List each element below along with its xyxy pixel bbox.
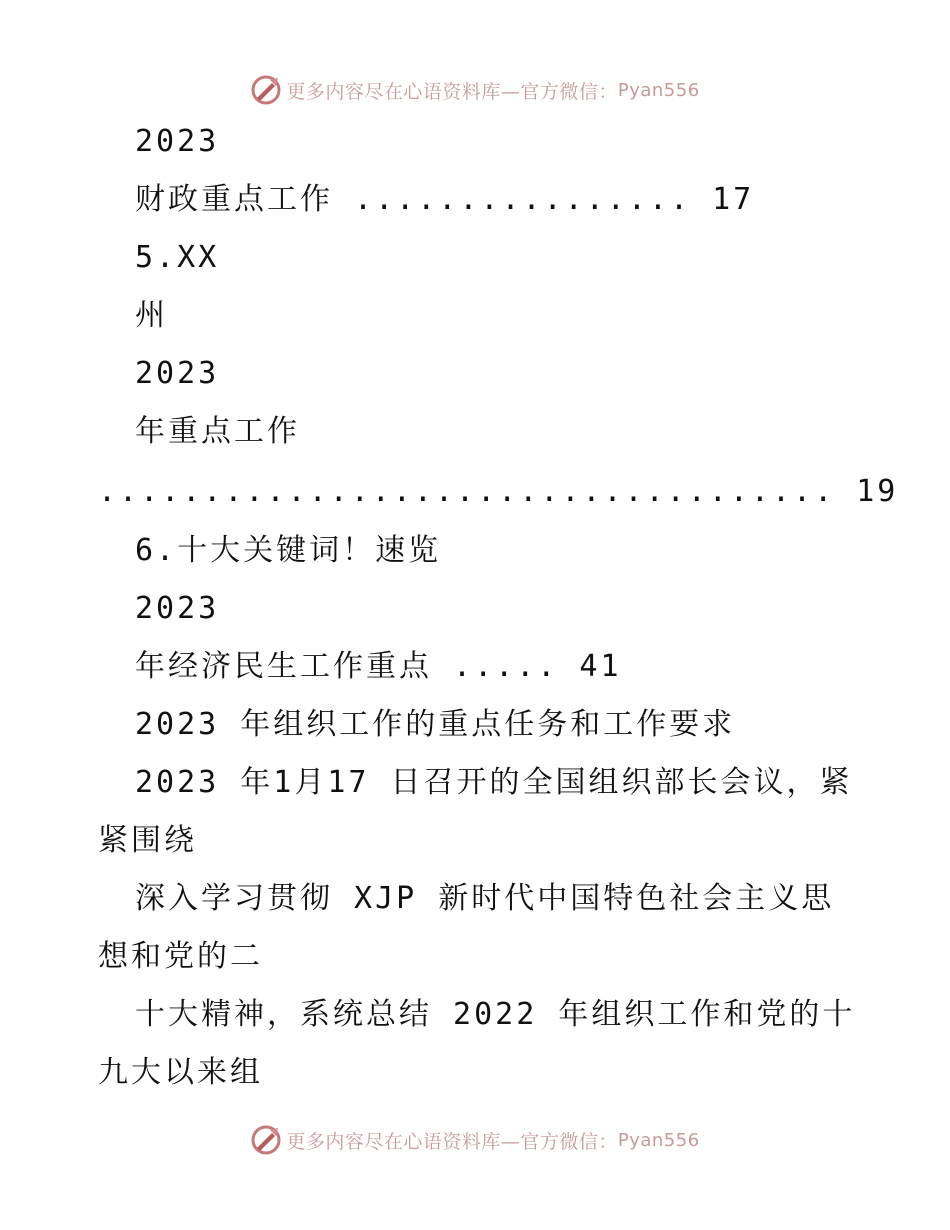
- text-line: 十大精神，系统总结 2022 年组织工作和党的十: [135, 997, 856, 1032]
- quill-logo-icon: [250, 74, 282, 106]
- text-line: 2023: [135, 591, 220, 626]
- text-line: 想和党的二: [98, 939, 263, 974]
- text-line: 2023: [135, 124, 220, 159]
- text-line: 紧围绕: [98, 823, 197, 858]
- section-heading: 2023 年组织工作的重点任务和工作要求: [135, 707, 736, 742]
- text-line: 2023 年1月17 日召开的全国组织部长会议，紧: [135, 765, 853, 800]
- watermark-handle: Pyan556: [617, 1129, 700, 1151]
- watermark-text: 更多内容尽在心语资料库—官方微信：: [286, 80, 618, 103]
- text-line: 州: [135, 298, 168, 333]
- text-line: 九大以来组: [98, 1055, 263, 1090]
- header-watermark: [0, 70, 950, 110]
- watermark-handle: Pyan556: [617, 79, 700, 101]
- toc-entry: 财政重点工作 ................ 17: [135, 182, 755, 217]
- text-line: 6.十大关键词！速览: [135, 533, 442, 568]
- text-line: 深入学习贯彻 XJP 新时代中国特色社会主义思: [135, 881, 835, 916]
- watermark-text: 更多内容尽在心语资料库—官方微信：: [286, 1130, 618, 1153]
- text-line: 年重点工作: [135, 414, 300, 449]
- text-line: 5.XX: [135, 240, 220, 275]
- text-line: 2023: [135, 356, 220, 391]
- toc-entry: 年经济民生工作重点 ..... 41: [135, 649, 622, 684]
- footer-watermark: [0, 1120, 950, 1160]
- quill-logo-icon: [250, 1124, 282, 1156]
- toc-leader: ................................... 19: [98, 474, 899, 509]
